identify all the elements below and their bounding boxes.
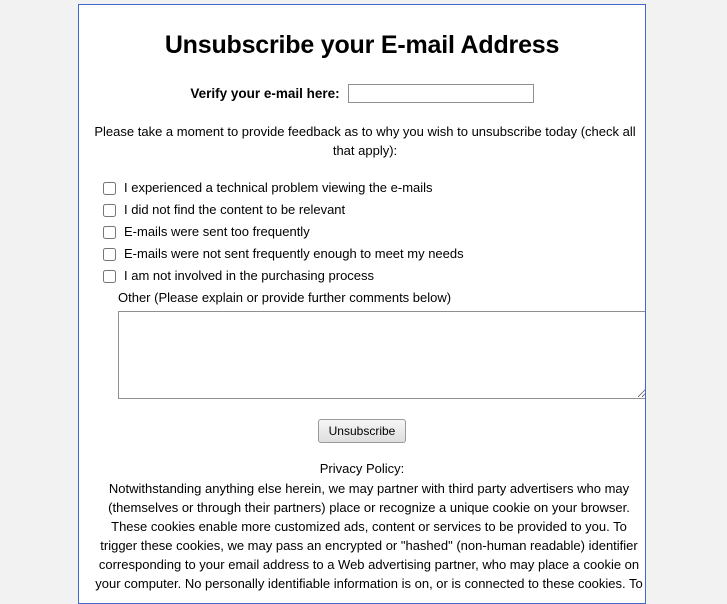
email-input[interactable] [348, 84, 534, 103]
checkbox-too-frequent[interactable] [103, 226, 116, 239]
list-item[interactable] [103, 246, 633, 262]
list-item-label: I experienced a technical problem viewing the e-mails [124, 180, 433, 195]
reason-checkbox-list [103, 180, 633, 284]
checkbox-not-relevant[interactable] [103, 204, 116, 217]
list-item-label: I am not involved in the purchasing process [124, 268, 375, 283]
page-title: Unsubscribe your E-mail Address [164, 31, 560, 59]
submit-row [91, 419, 633, 443]
verify-email-row [91, 84, 633, 103]
checkbox-not-frequent-enough[interactable] [103, 248, 116, 261]
feedback-instructions: Please take a moment to provide feedback as to why you wish to unsubscribe today (check all that apply): [94, 124, 636, 158]
list-item[interactable] [103, 202, 633, 218]
list-item-label: E-mails were sent too frequently [124, 224, 310, 239]
list-item[interactable] [103, 268, 633, 284]
privacy-policy-heading: Privacy Policy: [319, 461, 405, 476]
checkbox-not-involved-purchasing[interactable] [103, 270, 116, 283]
list-item-label: I did not find the content to be relevant [124, 202, 346, 217]
list-item-label: E-mails were not sent frequently enough to meet my needs [124, 246, 464, 261]
unsubscribe-button[interactable]: Unsubscribe [318, 419, 407, 443]
verify-email-label: Verify your e-mail here: [190, 86, 340, 101]
privacy-policy-text: Notwithstanding anything else herein, we may partner with third party advertisers who may (themselves or through their partners) place or recognize a unique cookie on your browser. These cookies enable more customized ads, content or services to be provided to you. To trigger these cookies, we may pass an encrypted or "hashed" (non-human readable) identifier corresponding to your email address to a Web advertising partner, who may place a cookie on your computer. No personally identifiable information is on, or is connected to these cookies. To [95, 481, 643, 591]
checkbox-technical-problem[interactable] [103, 182, 116, 195]
comments-textarea[interactable] [118, 311, 646, 399]
unsubscribe-page [78, 4, 646, 604]
list-item[interactable] [103, 224, 633, 240]
other-comments-label: Other (Please explain or provide further comments below) [118, 290, 452, 305]
list-item[interactable] [103, 180, 633, 196]
